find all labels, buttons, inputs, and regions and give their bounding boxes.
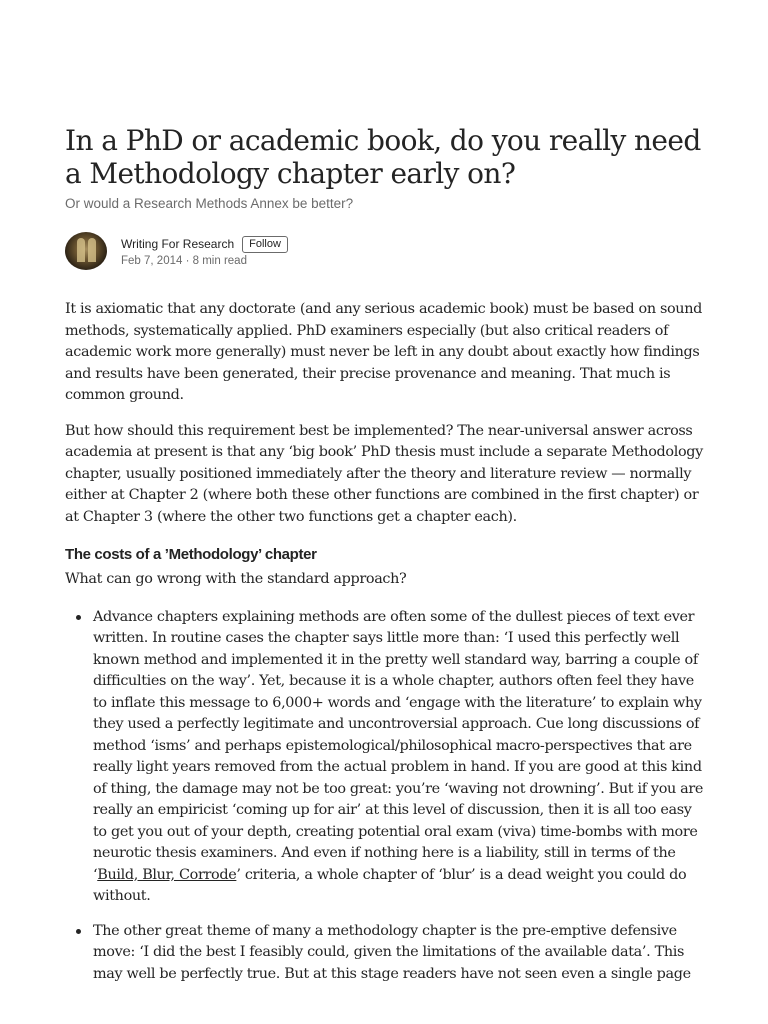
section-heading: The costs of a ’Methodology’ chapter [65, 546, 317, 563]
meta-separator: · [185, 255, 190, 267]
read-time: 8 min read [192, 255, 247, 267]
byline [65, 231, 705, 271]
list-item-text: The other great theme of many a methodology chapter is the pre-emptive defensive move: ‘I did the best I feasibly could, given the limitations of the available data’. This may well be perfectly true. But at this stage readers have not seen even a single page [93, 922, 691, 982]
list-item [65, 921, 705, 986]
paragraph: But how should this requirement best be implemented? The near-universal answer across academia at present is that any ‘big book’ PhD thesis must include a separate Methodology chapter, usually positioned immediately after the theory and literature review — normally either at Chapter 2 (where both these other functions are combined in the first chapter) or at Chapter 3 (where the other two functions get a chapter each). [65, 422, 703, 525]
bullet-dot [76, 615, 81, 620]
article-subtitle: Or would a Research Methods Annex be better? [65, 196, 354, 211]
paragraph: It is axiomatic that any doctorate (and any serious academic book) must be based on sound methods, systematically applied. PhD examiners especially (but also critical readers of academic work more generally) must never be left in any doubt about exactly how findings and results have been generated, their precise provenance and meaning. That much is common ground. [65, 301, 703, 403]
article [65, 124, 705, 998]
build-blur-corrode-link[interactable]: Build, Blur, Corrode [97, 866, 237, 883]
follow-button[interactable]: Follow [242, 236, 288, 253]
list-item-text: Advance chapters explaining methods are often some of the dullest pieces of text ever written. In routine cases the chapter says little more than: ‘I used this perfectly well known method and implemented it in the pretty well standard way, barring a couple of difficulties on the way’. Yet, because it is a whole chapter, authors often feel they have to inflate this message to 6,000+ words and ‘engage with the literature’ to explain why they used a perfectly legitimate and uncontroversial approach. Cue long discussions of method ‘isms’ and perhaps epistemological/philosophical macro-perspectives that are really light years removed from the actual problem in hand. If you are good at this kind of thing, the damage may not be too great: you’re ‘waving not drowning’. But if you are really an empiricist ‘coming up for air’ at this level of discussion, then it is all too easy to get you out of your depth, creating potential oral exam (viva) time-bombs with more neurotic thesis examiners. And even if nothing here is a liability, still in terms of the ‘ [93, 608, 704, 883]
article-body [65, 299, 705, 985]
bullet-dot [76, 929, 81, 934]
list-item-text: ’ criteria, a whole chapter of ‘blur’ is a dead weight you could do without. [93, 866, 687, 904]
article-meta [121, 255, 288, 267]
section-intro: What can go wrong with the standard approach? [65, 571, 407, 587]
list-item [65, 607, 705, 908]
bullet-list [65, 607, 705, 986]
article-title: In a PhD or academic book, do you really need a Methodology chapter early on? [65, 124, 701, 190]
publish-date: Feb 7, 2014 [121, 255, 183, 267]
author-avatar[interactable] [65, 232, 107, 270]
author-block [121, 235, 288, 267]
author-line [121, 235, 288, 253]
author-name[interactable]: Writing For Research [121, 237, 235, 251]
